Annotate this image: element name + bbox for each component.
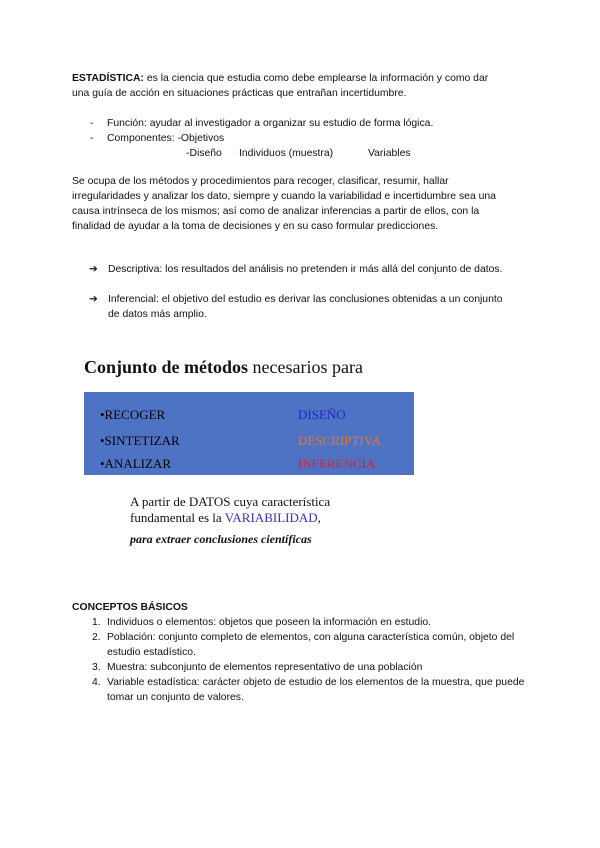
item-number: 2. (92, 632, 101, 643)
item-text: Individuos o elementos: objetos que poseen la información en estudio. (107, 617, 432, 628)
methods-row (84, 407, 414, 427)
row-value: DISEÑO (298, 407, 346, 422)
descriptiva-text: Descriptiva: los resultados del análisis no pretenden ir más allá del conjunto de datos. (108, 264, 503, 275)
figure-title (84, 356, 363, 378)
concepto-item (92, 675, 532, 705)
dash-marker: - (90, 118, 94, 129)
item-number: 3. (92, 662, 101, 673)
componente-variables: Variables (368, 148, 411, 159)
dash-marker: - (90, 133, 94, 144)
paragraph-line: finalidad de ayudar a la toma de decisiones y en su caso formular predicciones. (72, 221, 439, 232)
arrow-icon: ➔ (89, 294, 98, 305)
row-label: •RECOGER (100, 407, 166, 422)
paragraph-line: Se ocupa de los métodos y procedimientos para recoger, clasificar, resumir, hallar (72, 176, 449, 187)
row-label: •SINTETIZAR (100, 433, 180, 448)
figure-caption (130, 494, 330, 547)
caption-line: para extraer conclusiones científicas (130, 532, 312, 546)
variabilidad-highlight: VARIABILIDAD (224, 510, 318, 525)
funcion-text: Función: ayudar al investigador a organizar su estudio de forma lógica. (107, 118, 434, 129)
caption-line: A partir de DATOS cuya característica (130, 494, 331, 509)
concepto-item (92, 615, 532, 630)
concepto-item (92, 660, 532, 675)
description-paragraph (72, 174, 542, 234)
componente-individuos: Individuos (muestra) (239, 148, 334, 159)
methods-row (84, 456, 414, 476)
list-item-descriptiva (89, 262, 509, 277)
row-value: INFERENCIA (298, 456, 376, 471)
item-text: Variable estadística: carácter objeto de estudio de los elementos de la muestra, que puede tomar un conjunto de valores. (107, 677, 525, 703)
caption-line: fundamental es la VARIABILIDAD, (130, 510, 321, 525)
term-estadistica: ESTADÍSTICA: (72, 73, 144, 84)
item-text: Muestra: subconjunto de elementos representativo de una población (107, 662, 423, 673)
item-number: 1. (92, 617, 101, 628)
componente-diseno: -Diseño (186, 148, 222, 159)
list-item-inferencial (89, 292, 509, 322)
conceptos-heading: CONCEPTOS BÁSICOS (72, 602, 188, 613)
componentes-text: Componentes: -Objetivos (107, 133, 225, 144)
row-value: DESCRIPTIVA (298, 433, 381, 448)
arrow-icon: ➔ (89, 264, 98, 275)
intro-line-2: una guía de acción en situaciones prácticas que entrañan incertidumbre. (72, 88, 407, 99)
inferencial-text: Inferencial: el objetivo del estudio es derivar las conclusiones obtenidas a un conjunto de datos más amplio. (108, 294, 503, 320)
methods-box (84, 392, 414, 475)
figure-title-bold: Conjunto de métodos (84, 357, 249, 377)
paragraph-line: causa intrínseca de los mismos; así como de analizar inferencias a partir de ellos, con la (72, 206, 480, 217)
figure-title-rest: necesarios para (248, 357, 363, 377)
row-label: •ANALIZAR (100, 456, 171, 471)
paragraph-line: irregularidades y analizar los dato, siempre y cuando la variabilidad e incertidumbre sea una (72, 191, 496, 202)
intro-paragraph (72, 71, 532, 101)
concepto-item (92, 630, 532, 660)
methods-row (84, 433, 414, 453)
item-text: Población: conjunto completo de elementos, con alguna característica común, objeto del estudio estadístico. (107, 632, 515, 658)
intro-line-1: ESTADÍSTICA: es la ciencia que estudia como debe emplearse la información y como dar (72, 73, 489, 84)
item-number: 4. (92, 677, 101, 688)
